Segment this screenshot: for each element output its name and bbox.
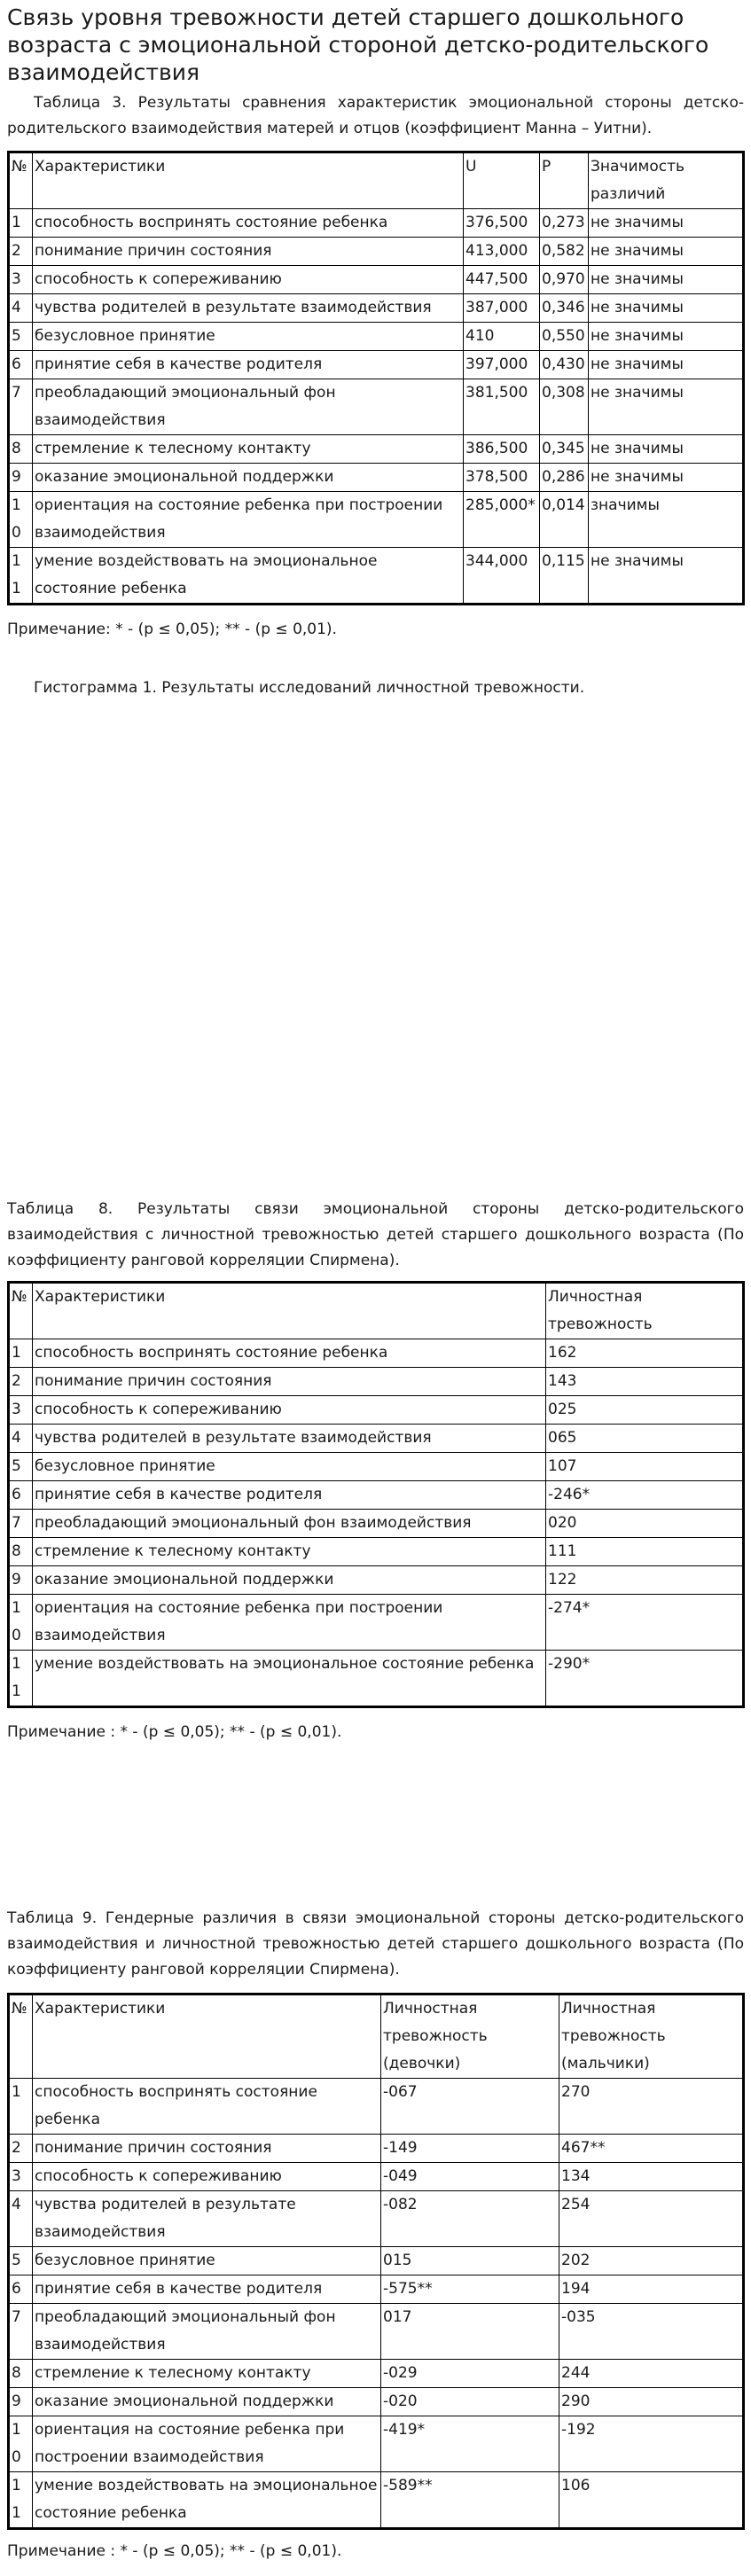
table-row — [9, 1481, 744, 1510]
table-cell: принятие себя в качестве родителя — [33, 2275, 381, 2304]
table-cell: не значимы — [589, 351, 744, 379]
table-cell: 0,345 — [540, 435, 589, 464]
table-cell: 4 — [9, 1425, 33, 1453]
table-row — [9, 379, 744, 435]
table-cell: 290 — [559, 2388, 744, 2416]
table-cell: 3 — [9, 1396, 33, 1425]
table-cell: -192 — [559, 2416, 744, 2472]
header-cell: Значимость различий — [589, 152, 744, 209]
table-row — [9, 1566, 744, 1595]
table-cell: не значимы — [589, 266, 744, 294]
table-cell: оказание эмоциональной поддержки — [33, 464, 464, 492]
table-cell: стремление к телесному контакту — [33, 435, 464, 464]
table-cell: чувства родителей в результате взаимодействия — [33, 2191, 381, 2247]
table-cell: способность воспринять состояние ребенка — [33, 2079, 381, 2135]
table-cell: 254 — [559, 2191, 744, 2247]
table-cell: 6 — [9, 1481, 33, 1510]
table3-caption: Таблица 3. Результаты сравнения характеристик эмоциональной стороны детско-родительского взаимодействия матерей и отцов (коэффициент Манна – Уитни). — [7, 94, 744, 137]
table-cell: 025 — [546, 1396, 744, 1425]
table-row — [9, 2304, 744, 2360]
table-cell: способность к сопереживанию — [33, 1396, 546, 1425]
table-cell: понимание причин состояния — [33, 2135, 381, 2163]
table-cell: 3 — [9, 266, 33, 294]
table-cell: 1 — [9, 1339, 33, 1368]
table-cell: 10 — [9, 492, 33, 548]
table-cell: 7 — [9, 379, 33, 435]
header-cell: № — [9, 152, 33, 209]
table-cell: ориентация на состояние ребенка при построении взаимодействия — [33, 1595, 546, 1651]
table-cell: не значимы — [589, 209, 744, 238]
table-cell: способность к сопереживанию — [33, 266, 464, 294]
table-cell: 5 — [9, 2247, 33, 2275]
table-cell: не значимы — [589, 548, 744, 605]
table-cell: значимы — [589, 492, 744, 548]
table-row — [9, 2079, 744, 2135]
table-row — [9, 1510, 744, 1538]
table-cell: 1 — [9, 209, 33, 238]
table-row — [9, 1538, 744, 1566]
table-cell: 7 — [9, 2304, 33, 2360]
table-cell: оказание эмоциональной поддержки — [33, 1566, 546, 1595]
table-row — [9, 238, 744, 266]
table-row — [9, 2360, 744, 2388]
table-row — [9, 266, 744, 294]
table-cell: 11 — [9, 548, 33, 605]
table-cell: 020 — [546, 1510, 744, 1538]
table-cell: 381,500 — [464, 379, 540, 435]
header-cell: P — [540, 152, 589, 209]
table-row — [9, 1453, 744, 1481]
table-cell: -290* — [546, 1651, 744, 1707]
table-row — [9, 1425, 744, 1453]
table-cell: -020 — [381, 2388, 559, 2416]
table-row — [9, 1339, 744, 1368]
table-cell: 0,115 — [540, 548, 589, 605]
header-cell: № — [9, 1994, 33, 2079]
table-cell: -274* — [546, 1595, 744, 1651]
table-cell: безусловное принятие — [33, 2247, 381, 2275]
table-cell: 017 — [381, 2304, 559, 2360]
table-cell: 7 — [9, 1510, 33, 1538]
table-row — [9, 2388, 744, 2416]
table-cell: 6 — [9, 351, 33, 379]
table-cell: понимание причин состояния — [33, 238, 464, 266]
table9 — [7, 1993, 745, 2530]
header-row — [9, 1283, 744, 1339]
table-cell: способность к сопереживанию — [33, 2163, 381, 2191]
table-cell: принятие себя в качестве родителя — [33, 351, 464, 379]
table-row — [9, 2191, 744, 2247]
table-row — [9, 1368, 744, 1396]
table-cell: 9 — [9, 464, 33, 492]
table-cell: 11 — [9, 1651, 33, 1707]
table-cell: 4 — [9, 294, 33, 323]
table-cell: 2 — [9, 238, 33, 266]
table-row — [9, 209, 744, 238]
table-row — [9, 323, 744, 351]
table-cell: 410 — [464, 323, 540, 351]
table-cell: 5 — [9, 1453, 33, 1481]
table-cell: -082 — [381, 2191, 559, 2247]
table-cell: понимание причин состояния — [33, 1368, 546, 1396]
table-cell: 1 — [9, 2079, 33, 2135]
table-cell: принятие себя в качестве родителя — [33, 1481, 546, 1510]
header-row — [9, 152, 744, 209]
table-cell: 447,500 — [464, 266, 540, 294]
table-cell: 10 — [9, 1595, 33, 1651]
table-row — [9, 2416, 744, 2472]
table-cell: 270 — [559, 2079, 744, 2135]
table-cell: -149 — [381, 2135, 559, 2163]
table-cell: -067 — [381, 2079, 559, 2135]
table-cell: -049 — [381, 2163, 559, 2191]
table-cell: -589** — [381, 2472, 559, 2529]
table-cell: 10 — [9, 2416, 33, 2472]
table-cell: преобладающий эмоциональный фон взаимодействия — [33, 379, 464, 435]
table-cell: 162 — [546, 1339, 744, 1368]
table-cell: не значимы — [589, 323, 744, 351]
table-cell: 3 — [9, 2163, 33, 2191]
table-cell: 0,582 — [540, 238, 589, 266]
table-cell: 134 — [559, 2163, 744, 2191]
table-cell: 2 — [9, 2135, 33, 2163]
table-row — [9, 464, 744, 492]
table-cell: 9 — [9, 1566, 33, 1595]
table-row — [9, 435, 744, 464]
table-cell: чувства родителей в результате взаимодействия — [33, 1425, 546, 1453]
table-row — [9, 2275, 744, 2304]
table-cell: 015 — [381, 2247, 559, 2275]
header-cell: № — [9, 1283, 33, 1339]
header-row — [9, 1994, 744, 2079]
table-cell: стремление к телесному контакту — [33, 1538, 546, 1566]
table-cell: 8 — [9, 435, 33, 464]
table-cell: способность воспринять состояние ребенка — [33, 1339, 546, 1368]
table9-caption: Таблица 9. Гендерные различия в связи эмоциональной стороны детско-родительского взаимодействия и личностной тревожностью детей старшего дошкольного возраста (По коэффициенту ранговой корреляции Спирмена). — [7, 1909, 744, 1979]
table-cell: не значимы — [589, 379, 744, 435]
table-cell: 4 — [9, 2191, 33, 2247]
table-cell: 344,000 — [464, 548, 540, 605]
table-cell: не значимы — [589, 238, 744, 266]
table-cell: безусловное принятие — [33, 1453, 546, 1481]
table-cell: 0,430 — [540, 351, 589, 379]
table8-note: Примечание : * - (р ≤ 0,05); ** - (р ≤ 0,01). — [7, 1723, 342, 1741]
table-row — [9, 2135, 744, 2163]
table-cell: 0,970 — [540, 266, 589, 294]
table-cell: не значимы — [589, 294, 744, 323]
table3-note: Примечание: * - (р ≤ 0,05); ** - (р ≤ 0,01). — [7, 621, 337, 638]
table-cell: 0,308 — [540, 379, 589, 435]
table-cell: 6 — [9, 2275, 33, 2304]
table-cell: 065 — [546, 1425, 744, 1453]
table-cell: 106 — [559, 2472, 744, 2529]
table-cell: 386,500 — [464, 435, 540, 464]
table-cell: 0,550 — [540, 323, 589, 351]
table9-note: Примечание : * - (р ≤ 0,05); ** - (р ≤ 0,01). — [7, 2542, 342, 2560]
header-cell: Личностная тревожность (мальчики) — [559, 1994, 744, 2079]
table-cell: 5 — [9, 323, 33, 351]
table-row — [9, 1595, 744, 1651]
header-cell: Характеристики — [33, 1283, 546, 1339]
page-title: Связь уровня тревожности детей старшего дошкольного возраста с эмоциональной стороной детско-родительского взаимодействия — [7, 4, 709, 85]
table-cell: 378,500 — [464, 464, 540, 492]
table-cell: -035 — [559, 2304, 744, 2360]
table-cell: умение воздействовать на эмоциональное состояние ребенка — [33, 1651, 546, 1707]
table-cell: 122 — [546, 1566, 744, 1595]
table-cell: -575** — [381, 2275, 559, 2304]
table-row — [9, 294, 744, 323]
table-cell: оказание эмоциональной поддержки — [33, 2388, 381, 2416]
table-cell: способность воспринять состояние ребенка — [33, 209, 464, 238]
table-cell: преобладающий эмоциональный фон взаимодействия — [33, 1510, 546, 1538]
table-row — [9, 2247, 744, 2275]
table-cell: 202 — [559, 2247, 744, 2275]
table-row — [9, 492, 744, 548]
header-cell: U — [464, 152, 540, 209]
table-row — [9, 351, 744, 379]
table-cell: 9 — [9, 2388, 33, 2416]
table-cell: -419* — [381, 2416, 559, 2472]
table-row — [9, 2163, 744, 2191]
table-cell: 376,500 — [464, 209, 540, 238]
table-row — [9, 1651, 744, 1707]
table-cell: стремление к телесному контакту — [33, 2360, 381, 2388]
table-cell: 413,000 — [464, 238, 540, 266]
table-cell: 0,014 — [540, 492, 589, 548]
histogram-caption: Гистограмма 1. Результаты исследований личностной тревожности. — [34, 679, 585, 697]
table-cell: чувства родителей в результате взаимодействия — [33, 294, 464, 323]
table-cell: умение воздействовать на эмоциональное состояние ребенка — [33, 548, 464, 605]
table-cell: умение воздействовать на эмоциональное состояние ребенка — [33, 2472, 381, 2529]
table3 — [7, 151, 745, 605]
table-cell: 194 — [559, 2275, 744, 2304]
table-cell: -246* — [546, 1481, 744, 1510]
table-cell: 8 — [9, 2360, 33, 2388]
table-cell: 0,286 — [540, 464, 589, 492]
table-cell: 8 — [9, 1538, 33, 1566]
table-cell: 0,346 — [540, 294, 589, 323]
table-cell: не значимы — [589, 464, 744, 492]
table-cell: безусловное принятие — [33, 323, 464, 351]
table-cell: 387,000 — [464, 294, 540, 323]
table-row — [9, 2472, 744, 2529]
table-cell: 244 — [559, 2360, 744, 2388]
table-cell: 285,000* — [464, 492, 540, 548]
table-cell: ориентация на состояние ребенка при построении взаимодействия — [33, 492, 464, 548]
table-cell: ориентация на состояние ребенка при построении взаимодействия — [33, 2416, 381, 2472]
header-cell: Характеристики — [33, 1994, 381, 2079]
table-cell: -029 — [381, 2360, 559, 2388]
header-cell: Характеристики — [33, 152, 464, 209]
header-cell: Личностная тревожность — [546, 1283, 744, 1339]
table8-caption: Таблица 8. Результаты связи эмоциональной стороны детско-родительского взаимодействия с личностной тревожностью детей старшего дошкольного возраста (По коэффициенту ранговой корреляции Спирмена). — [7, 1200, 744, 1269]
table-row — [9, 1396, 744, 1425]
table-cell: 107 — [546, 1453, 744, 1481]
header-cell: Личностная тревожность (девочки) — [381, 1994, 559, 2079]
table-cell: 0,273 — [540, 209, 589, 238]
table-cell: преобладающий эмоциональный фон взаимодействия — [33, 2304, 381, 2360]
table-cell: 467** — [559, 2135, 744, 2163]
table8 — [7, 1281, 745, 1708]
table-cell: не значимы — [589, 435, 744, 464]
table-row — [9, 548, 744, 605]
table-cell: 111 — [546, 1538, 744, 1566]
table-cell: 143 — [546, 1368, 744, 1396]
table-cell: 11 — [9, 2472, 33, 2529]
table-cell: 2 — [9, 1368, 33, 1396]
table-cell: 397,000 — [464, 351, 540, 379]
